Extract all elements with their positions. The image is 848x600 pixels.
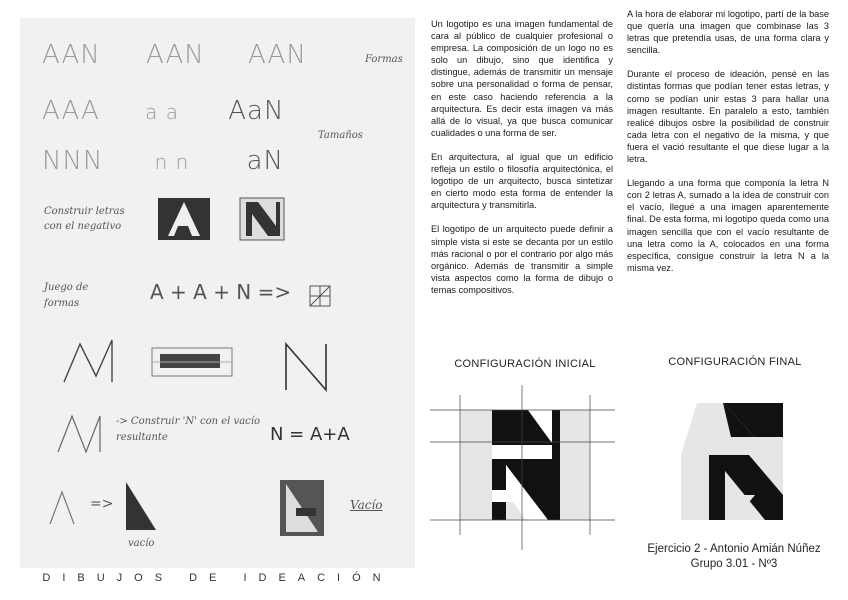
sketch-a <box>46 488 86 528</box>
final-logo <box>675 395 795 525</box>
text-column-1 <box>431 18 613 308</box>
note-tamanos: Tamaños <box>318 130 363 141</box>
note-juego: Juego de formas <box>44 282 89 309</box>
credit-author: Ejercicio 2 - Antonio Amián Núñez <box>647 543 821 555</box>
grid-sketch <box>308 284 334 310</box>
final-config-title: CONFIGURACIÓN FINAL <box>668 356 802 368</box>
paragraph-1: Un logotipo es una imagen fundamental de cara al público de cualquier profesional o empresa. La composición de un logo no es solo un dibujo, sino que identifica y distingue, además de transmitir un mensaje sobre una personalidad o forma de pensar, en este caso haciendo referencia a la arquitectura. Es decir esta imagen va más allá de lo visual, ya que busca comunicar cualidades o una forma de ser. <box>431 19 613 138</box>
sketch-logo-draft <box>278 478 326 538</box>
note-construir: Construir letras con el negativo <box>44 206 125 232</box>
note-vacio-small: vacío <box>128 538 155 549</box>
sketch-caption: DIBUJOS DE IDEACIÓN <box>42 572 393 584</box>
sketch-row-2: AAA a a AaN <box>42 96 285 126</box>
sketch-row-3: NNN n n aN <box>42 146 284 176</box>
sketch-grid-bar <box>150 344 234 384</box>
note-vacio: Vacío <box>350 498 383 512</box>
text-column-2 <box>627 8 829 286</box>
initial-config-diagram <box>430 385 615 550</box>
negative-letters-sketch <box>156 196 296 246</box>
sketch-row-1: AAN AAN AAN <box>42 40 307 70</box>
note-vacio-n: -> Construir 'N' con el vacío resultante <box>116 416 260 443</box>
paragraph-2: En arquitectura, al igual que un edificio refleja un estilo o filosofía arquitectónica, el logotipo de un arquitecto, busca sintetizar en cierto modo esta forma de entender la arquitectura y transmitirla. <box>431 151 613 211</box>
paragraph-5: Durante el proceso de ideación, pensé en las distintas formas que podían tener estas letras, y como se podían unir estas 3 para hallar una imagen resultante. En paralelo a esto, también realicé dibujos osbre la posibilidad de construir cada letra con el negativo de la misma, y que fuera el vació resultante el que diese lugar a la letra. <box>627 69 829 165</box>
paragraph-3: El logotipo de un arquitecto puede definir a simple vista si este se decanta por un estilo más racional o por el contrario por algo más orgánico. Además de transmitir a simple vista aspectos como la forma de dibujo o temas compositivos. <box>431 224 613 295</box>
n-equation: N = A+A <box>270 424 350 445</box>
sketch-n-2 <box>282 340 332 394</box>
paragraph-4: A la hora de elaborar mi logotipo, partí de la base que quería una imagen que combinase las 3 letras que pretendía usas, de una forma clara y sencilla. <box>627 9 829 56</box>
sketch-sheet <box>20 18 415 568</box>
arrow: => <box>90 496 114 512</box>
note-formas: Formas <box>365 54 403 65</box>
sketch-n-3 <box>54 412 114 456</box>
initial-config-title: CONFIGURACIÓN INICIAL <box>454 358 596 370</box>
credit <box>630 542 838 572</box>
sketch-triangle <box>120 478 160 534</box>
sketch-n-1 <box>60 336 120 386</box>
plus-equation: A + A + N => <box>150 280 292 304</box>
credit-group: Grupo 3.01 - Nº3 <box>690 558 778 570</box>
paragraph-6: Llegando a una forma que componía la letra N con 2 letras A, sumado a la idea de construir con el vacío, llegué a una imagen aparentemente final. De esta forma, mi logotipo queda como una imagen sencilla que con el vacío resultante de una letra como la A, colocados en una forma específica, consigue construir la letra N a la misma vez. <box>627 178 829 273</box>
